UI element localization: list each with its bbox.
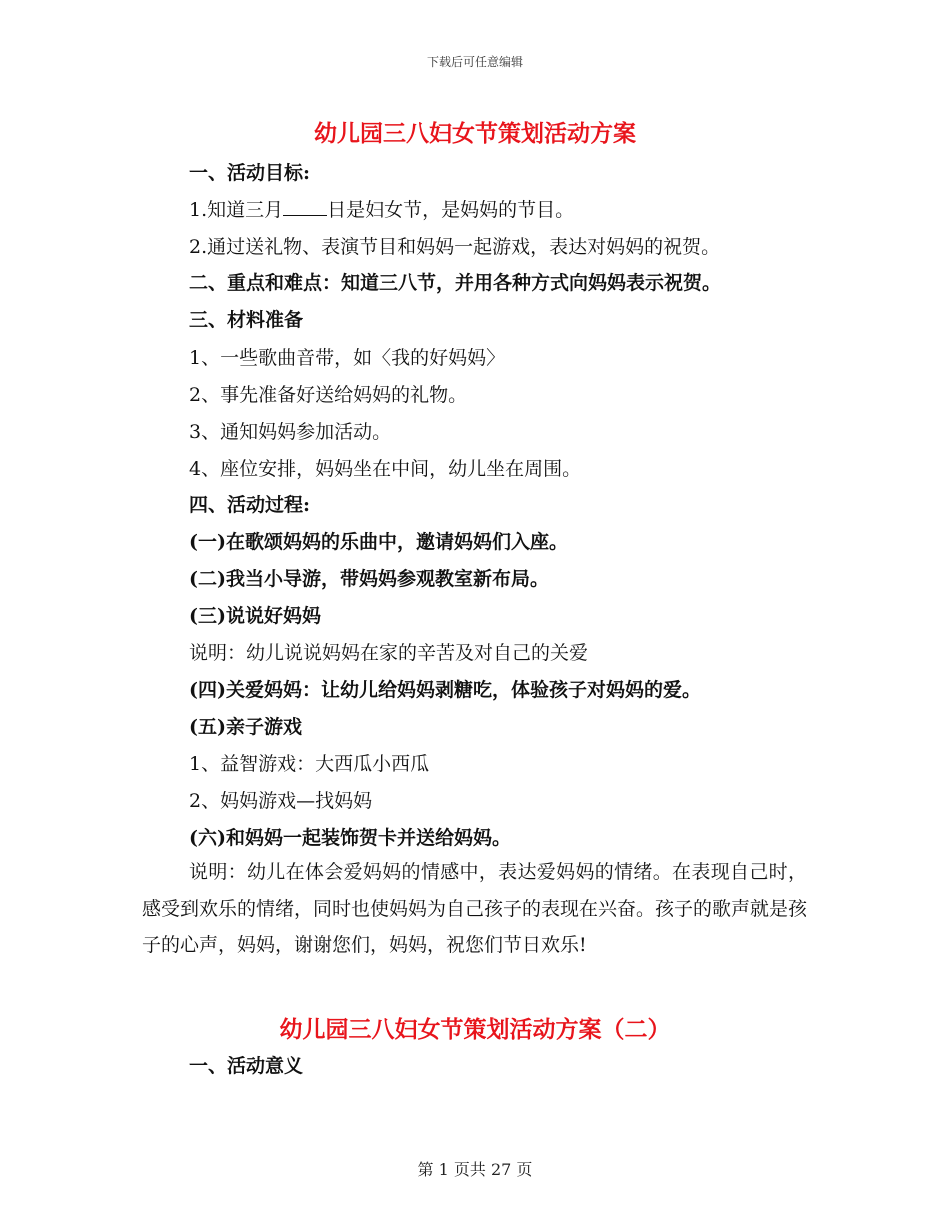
section-heading-process: 四、活动过程: (189, 494, 311, 516)
process-step-5: (五)亲子游戏 (189, 716, 302, 738)
material-item-1: 1、一些歌曲音带，如〈我的好妈妈〉 (189, 347, 506, 369)
section-heading-key-points: 二、重点和难点：知道三八节，并用各种方式向妈妈表示祝贺。 (189, 272, 722, 294)
process-step-4: (四)关爱妈妈：让幼儿给妈妈剥糖吃，体验孩子对妈妈的爱。 (189, 679, 701, 701)
section-heading-goals: 一、活动目标: (189, 162, 311, 184)
document-title: 幼儿园三八妇女节策划活动方案 (314, 120, 636, 147)
process-step-6: (六)和妈妈一起装饰贺卡并送给妈妈。 (189, 827, 511, 849)
fill-in-blank (283, 199, 327, 216)
process-step-3-note: 说明：幼儿说说妈妈在家的辛苦及对自己的关爱 (189, 642, 589, 664)
goal-item-1-end: 日是妇女节，是妈妈的节目。 (327, 199, 575, 221)
game-item-1: 1、益智游戏：大西瓜小西瓜 (189, 753, 430, 775)
process-step-3: (三)说说好妈妈 (189, 605, 321, 627)
process-step-1: (一)在歌颂妈妈的乐曲中，邀请妈妈们入座。 (189, 531, 568, 553)
goal-item-1 (189, 195, 574, 222)
closing-paragraph: 说明：幼儿在体会爱妈妈的情感中，表达爱妈妈的情绪。在表现自己时，感受到欢乐的情绪，同时也使妈妈为自己孩子的表现在兴奋。孩子的歌声就是孩子的心声，妈妈，谢谢您们，妈妈，祝您们节日欢乐! (142, 861, 808, 956)
process-step-2: (二)我当小导游，带妈妈参观教室新布局。 (189, 568, 549, 590)
goal-item-1-start: 1.知道三月 (189, 199, 284, 221)
page-footer: 第 1 页共 27 页 (417, 1160, 533, 1179)
game-item-2: 2、妈妈游戏—找妈妈 (189, 790, 373, 812)
section-heading-materials: 三、材料准备 (189, 309, 304, 331)
second-plan-title: 幼儿园三八妇女节策划活动方案（二） (279, 1016, 671, 1043)
section-heading-significance: 一、活动意义 (189, 1055, 304, 1077)
goal-item-2: 2.通过送礼物、表演节目和妈妈一起游戏，表达对妈妈的祝贺。 (189, 236, 721, 258)
material-item-4: 4、座位安排，妈妈坐在中间，幼儿坐在周围。 (189, 458, 582, 480)
material-item-2: 2、事先准备好送给妈妈的礼物。 (189, 384, 468, 406)
header-note: 下载后可任意编辑 (426, 55, 523, 69)
material-item-3: 3、通知妈妈参加活动。 (189, 421, 392, 443)
